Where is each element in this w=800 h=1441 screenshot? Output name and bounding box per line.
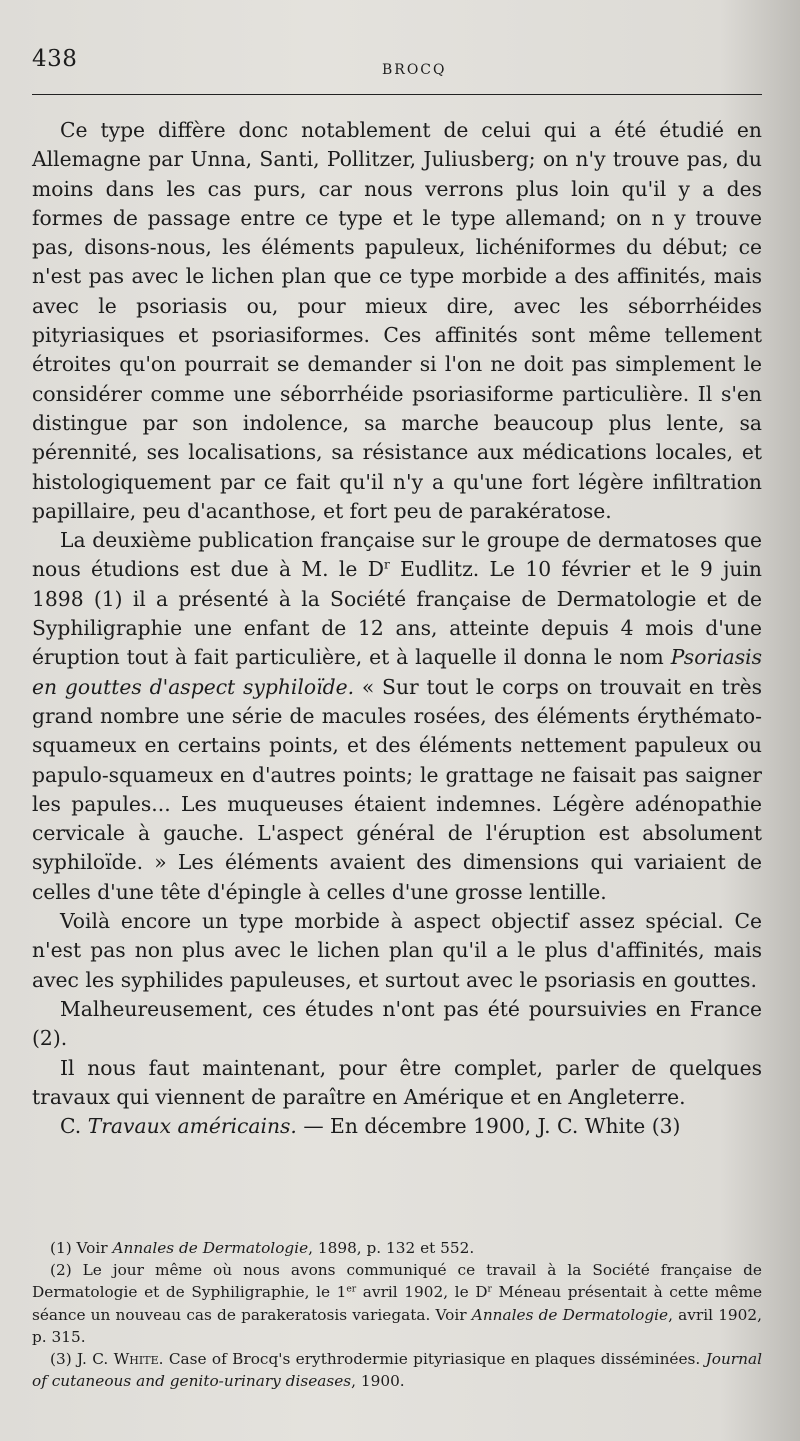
- running-head: BROCQ: [382, 62, 447, 78]
- footnote-2-text-a: (2) Le jour même où nous avons communiqué ce travail à la Société française de Dermatologie et de Syphiligraphie, le 1: [32, 1261, 762, 1302]
- footnote-3-text-c: , 1900.: [351, 1372, 405, 1391]
- footnote-3-author: White: [113, 1350, 159, 1369]
- paragraph-2-text-b: Eudlitz. Le 10 février et le 9 juin 1898 (1) il a présenté à la Société française de Dermatologie et de Syphiligraphie une enfant de 12 ans, atteinte depuis 4 mois d'une éruption tout à fait particulière, et à laquelle il donna le nom: [32, 557, 762, 670]
- footnote-2-text-b: avril 1902, le D: [356, 1283, 488, 1302]
- footnote-2-text-c: Méneau présentait à cette même séance un nouveau cas de parakeratosis variegata. Voir: [32, 1283, 762, 1324]
- paragraph-5: Il nous faut maintenant, pour être complet, parler de quelques travaux qui viennent de paraître en Amérique et en Angleterre.: [32, 1055, 762, 1109]
- paragraph-2-text-c: « Sur tout le corps on trouvait en très grand nombre une série de macules rosées, des éléments érythémato-squameux en certains points, et des éléments nettement papuleux ou papulo-squameux en d'autres points; le grattage ne faisait pas saigner les papules... Les muqueuses étaient indemnes. Légère adénopathie cervicale à gauche. L'aspect général de l'éruption est absolument syphiloïde. » Les éléments avaient des dimensions qui variaient de celles d'une tête d'épingle à celles d'une grosse lentille.: [32, 674, 762, 904]
- footnote-3: [32, 1348, 762, 1392]
- paragraph-6-text-a: C.: [60, 1114, 88, 1139]
- footnote-1-text-b: , 1898, p. 132 et 552.: [308, 1239, 475, 1257]
- superscript-r-2: r: [487, 1283, 492, 1295]
- footnote-2: [32, 1259, 762, 1348]
- footnote-3-text-b: . Case of Brocq's erythrodermie pityriasique en plaques disséminées.: [158, 1350, 706, 1369]
- footnote-1-text-a: (1) Voir: [50, 1239, 113, 1257]
- header-rule: [32, 94, 762, 95]
- footnote-1-italic: Annales de Dermatologie: [112, 1239, 309, 1257]
- footnote-1: [32, 1237, 762, 1259]
- paragraph-2-text-a: La deuxième publication française sur le groupe de dermatoses que nous étudions est due à M. le D: [32, 528, 762, 582]
- footnote-3-journal: Journal of cutaneous and genito-urinary diseases: [32, 1350, 762, 1391]
- paragraph-4: Malheureusement, ces études n'ont pas été poursuivies en France (2).: [32, 996, 762, 1051]
- footnote-2-italic: Annales de Dermatologie: [471, 1305, 669, 1324]
- main-text: [32, 116, 762, 1141]
- paragraph-3: Voilà encore un type morbide à aspect objectif assez spécial. Ce n'est pas non plus avec le lichen plan qu'il a le plus d'affinités, mais avec les syphilides papuleuses, et surtout avec le psoriasis en gouttes.: [32, 909, 762, 992]
- section-heading-italic: Travaux américains.: [87, 1114, 297, 1139]
- footnotes: [32, 1237, 762, 1392]
- superscript-r: r: [383, 558, 390, 573]
- page-number: 438: [32, 46, 78, 72]
- footnote-2-text-d: , avril 1902, p. 315.: [32, 1305, 762, 1346]
- footnote-3-text-a: (3) J. C.: [50, 1350, 114, 1369]
- superscript-er: er: [346, 1283, 357, 1295]
- paragraph-2: [32, 526, 762, 907]
- paragraph-2-italic-title: Psoriasis en gouttes d'aspect syphiloïde.: [32, 645, 762, 699]
- page-header: [32, 44, 762, 96]
- paragraph-6-text-b: — En décembre 1900, J. C. White (3): [296, 1114, 681, 1139]
- paragraph-1: Ce type diffère donc notablement de celui qui a été étudié en Allemagne par Unna, Santi, Pollitzer, Juliusberg; on n'y trouve pas, du moins dans les cas purs, car nous verrons plus loin qu'il y a des formes de passage entre ce type et le type allemand; on n y trouve pas, disons-nous, les éléments papuleux, lichéniformes du début; ce n'est pas avec le lichen plan que ce type morbide a des affinités, mais avec le psoriasis ou, pour mieux dire, avec les séborrhéides pityriasiques et psoriasiformes. Ces affinités sont même tellement étroites qu'on pourrait se demander si l'on ne doit pas simplement le considérer comme une séborrhéide psoriasiforme particulière. Il s'en distingue par son indolence, sa marche beaucoup plus lente, sa pérennité, ses localisations, sa résistance aux médications locales, et histologiquement par ce fait qu'il n'y a qu'une fort légère infiltration papillaire, peu d'acanthose, et fort peu de parakératose.: [32, 118, 762, 523]
- paragraph-6: [32, 1112, 762, 1141]
